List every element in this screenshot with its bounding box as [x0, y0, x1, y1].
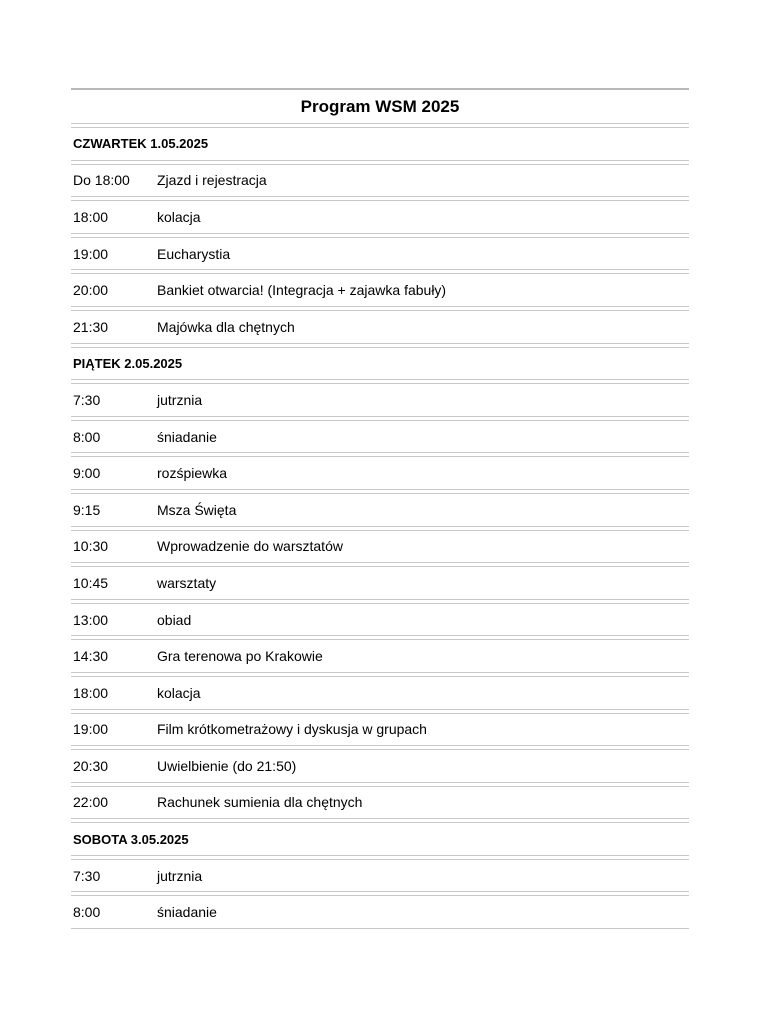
- schedule-time: 20:00: [73, 282, 109, 299]
- schedule-time: Do 18:00: [73, 172, 130, 189]
- schedule-time: 7:30: [73, 867, 101, 884]
- schedule-time: 18:00: [73, 684, 109, 701]
- schedule-time: 22:00: [73, 794, 109, 811]
- day-header-row: [71, 127, 689, 161]
- schedule-time: 8:00: [73, 428, 101, 445]
- schedule-row: [71, 273, 689, 307]
- schedule-row: [71, 639, 689, 673]
- schedule-row: [71, 749, 689, 783]
- schedule-row: [71, 713, 689, 747]
- schedule-row: [71, 493, 689, 527]
- schedule-row: [71, 200, 689, 234]
- schedule-time: 10:30: [73, 538, 109, 555]
- schedule-row: [71, 786, 689, 820]
- schedule-event: kolacja: [157, 208, 201, 225]
- title-row: [71, 88, 689, 124]
- schedule-row: [71, 164, 689, 198]
- schedule-time: 9:15: [73, 501, 101, 518]
- schedule-event: Rachunek sumienia dla chętnych: [157, 794, 363, 811]
- day-header-row: [71, 822, 689, 856]
- schedule-event: kolacja: [157, 684, 201, 701]
- schedule-time: 9:00: [73, 465, 101, 482]
- schedule-row: [71, 420, 689, 454]
- schedule-event: Gra terenowa po Krakowie: [157, 648, 323, 665]
- schedule-row: [71, 530, 689, 564]
- schedule-event: Bankiet otwarcia! (Integracja + zajawka fabuły): [157, 282, 447, 299]
- schedule-row: [71, 310, 689, 344]
- schedule-time: 19:00: [73, 721, 109, 738]
- page-title: Program WSM 2025: [300, 96, 460, 116]
- schedule-event: Zjazd i rejestracja: [157, 172, 267, 189]
- schedule-time: 8:00: [73, 904, 101, 921]
- schedule-table: [71, 127, 689, 929]
- schedule-event: jutrznia: [157, 867, 203, 884]
- schedule-time: 21:30: [73, 318, 109, 335]
- schedule-time: 18:00: [73, 208, 109, 225]
- schedule-event: Uwielbienie (do 21:50): [157, 757, 297, 774]
- schedule-time: 10:45: [73, 574, 109, 591]
- schedule-event: Wprowadzenie do warsztatów: [157, 538, 343, 555]
- schedule-row: [71, 237, 689, 271]
- schedule-event: jutrznia: [157, 391, 203, 408]
- schedule-time: 19:00: [73, 245, 109, 262]
- day-header: PIĄTEK 2.05.2025: [73, 355, 183, 371]
- program-document: [71, 88, 689, 929]
- schedule-row: [71, 383, 689, 417]
- day-header: CZWARTEK 1.05.2025: [73, 136, 209, 152]
- schedule-event: śniadanie: [157, 428, 217, 445]
- schedule-event: obiad: [157, 611, 192, 628]
- schedule-time: 14:30: [73, 648, 109, 665]
- schedule-row: [71, 676, 689, 710]
- schedule-event: Majówka dla chętnych: [157, 318, 295, 335]
- schedule-row: [71, 603, 689, 637]
- schedule-event: śniadanie: [157, 904, 217, 921]
- schedule-event: Msza Święta: [157, 501, 237, 518]
- schedule-event: Film krótkometrażowy i dyskusja w grupach: [157, 721, 427, 738]
- schedule-event: rozśpiewka: [157, 465, 228, 482]
- schedule-row: [71, 895, 689, 929]
- schedule-event: Eucharystia: [157, 245, 231, 262]
- schedule-time: 7:30: [73, 391, 101, 408]
- schedule-row: [71, 566, 689, 600]
- schedule-row: [71, 859, 689, 893]
- day-header: SOBOTA 3.05.2025: [73, 831, 189, 847]
- schedule-time: 13:00: [73, 611, 109, 628]
- schedule-row: [71, 456, 689, 490]
- schedule-event: warsztaty: [157, 574, 217, 591]
- day-header-row: [71, 347, 689, 381]
- schedule-time: 20:30: [73, 757, 109, 774]
